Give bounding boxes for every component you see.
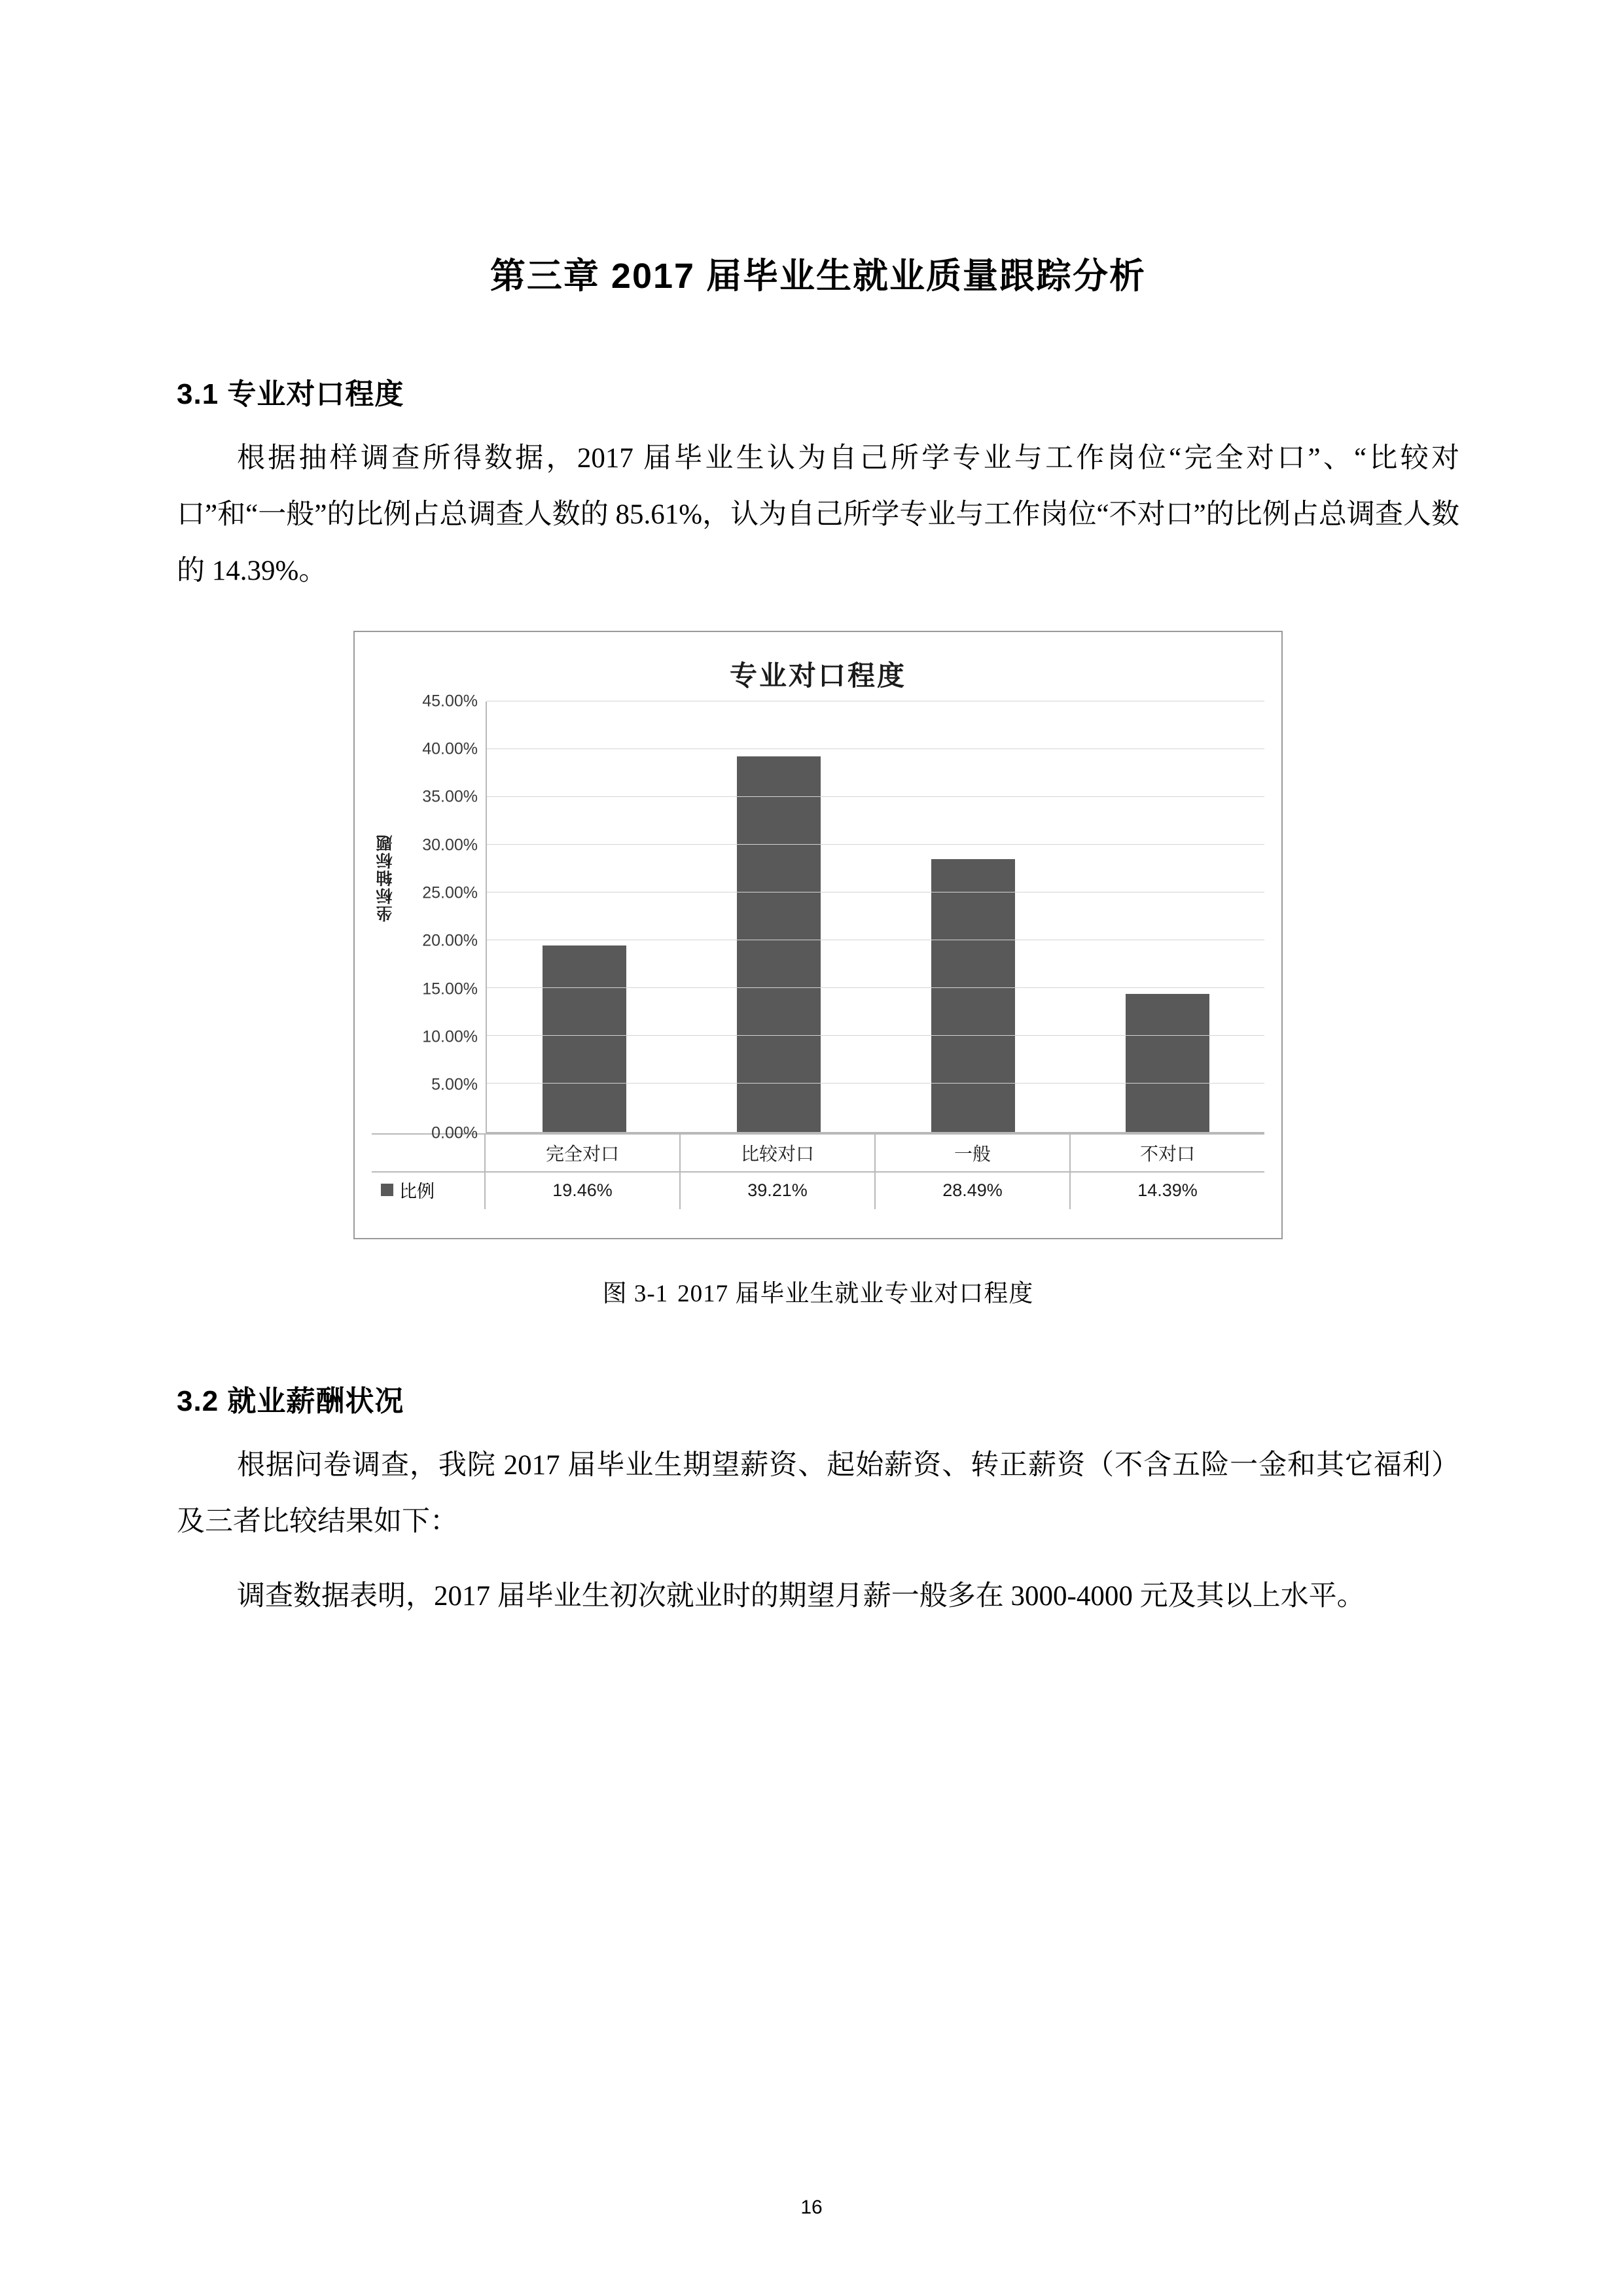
chart-table-columns <box>486 1135 1264 1209</box>
legend-swatch-icon <box>381 1184 393 1196</box>
chart-bar-slot <box>876 701 1070 1132</box>
chart-y-tick-label: 35.00% <box>422 787 478 806</box>
chart-value-cell: 28.49% <box>876 1173 1071 1209</box>
chart-legend-cell <box>372 1135 486 1209</box>
chart-y-tick-label: 10.00% <box>422 1027 478 1046</box>
figure-caption-number: 图 3-1 <box>602 1280 669 1307</box>
chart-legend-label: 比例 <box>399 1182 435 1202</box>
chart-bar-slot <box>681 701 876 1132</box>
chart-value-row <box>486 1171 1264 1209</box>
chart-legend-series <box>372 1171 484 1208</box>
chapter-title: 第三章 2017 届毕业生就业质量跟踪分析 <box>490 256 1147 296</box>
chart-gridline <box>487 1083 1264 1084</box>
chart-plot-area <box>372 692 1264 1142</box>
chart-category-cell: 完全对口 <box>486 1135 681 1171</box>
chart-gridline <box>487 987 1264 988</box>
chart-y-tick-label: 20.00% <box>422 931 478 950</box>
chart-value-cell: 14.39% <box>1137 1180 1198 1201</box>
chart-y-tick-label: 45.00% <box>422 692 478 711</box>
chart-bar <box>543 945 626 1132</box>
chart-gridline <box>487 796 1264 797</box>
paragraph-3-1-1: 根据抽样调查所得数据，2017 届毕业生认为自己所学专业与工作岗位“完全对口”、“比较对口”和“一般”的比例占总调查人数的 85.61%，认为自己所学专业与工作岗位“不对口”的比例占总调查人数的 14.39%。 <box>177 442 1459 586</box>
figure-caption <box>177 1273 1459 1309</box>
figure-caption-text: 2017 届毕业生就业专业对口程度 <box>677 1280 1034 1307</box>
chart-y-tick-label: 15.00% <box>422 980 478 998</box>
chart-category-cell: 一般 <box>876 1135 1071 1171</box>
figure-3-1 <box>177 631 1459 1239</box>
section-heading-3-2: 3.2 就业薪酬状况 <box>177 1385 404 1417</box>
chart-value-cell: 19.46% <box>486 1173 681 1209</box>
chart-gridline <box>487 844 1264 845</box>
chart-gridline <box>487 1035 1264 1036</box>
chart-category-cell: 比较对口 <box>681 1135 876 1171</box>
chart-data-table <box>372 1133 1264 1209</box>
chart-title: 专业对口程度 <box>729 660 906 691</box>
chart-container <box>353 631 1283 1239</box>
page-number: 16 <box>800 2197 823 2218</box>
chart-bar <box>1126 994 1209 1131</box>
chart-bar <box>737 756 821 1131</box>
chart-category-row <box>486 1135 1264 1171</box>
chart-y-tick-label: 25.00% <box>422 883 478 902</box>
chart-y-tick-label: 0.00% <box>431 1123 478 1142</box>
chart-value-cell: 39.21% <box>681 1173 876 1209</box>
chart-plot <box>486 701 1264 1133</box>
chart-y-tick-label: 30.00% <box>422 836 478 855</box>
section-heading-3-1: 3.1 专业对口程度 <box>177 378 404 410</box>
chart-y-axis-title: 坐标轴标题 <box>376 834 395 923</box>
chart-category-cell: 不对口 <box>1139 1143 1195 1164</box>
chart-bar-slot <box>1070 701 1264 1132</box>
chart-y-tick-label: 5.00% <box>431 1075 478 1094</box>
paragraph-3-2-1: 根据问卷调查，我院 2017 届毕业生期望薪资、起始薪资、转正薪资（不含五险一金和其它福利）及三者比较结果如下： <box>177 1449 1459 1537</box>
chart-bar <box>931 859 1015 1132</box>
paragraph-3-2-2: 调查数据表明，2017 届毕业生初次就业时的期望月薪一般多在 3000-4000 元及其以上水平。 <box>237 1580 1365 1612</box>
chart-bars <box>487 701 1264 1132</box>
chart-bar-slot <box>487 701 681 1132</box>
chart-y-axis-ticks <box>399 692 486 1142</box>
chart-y-tick-label: 40.00% <box>422 739 478 758</box>
